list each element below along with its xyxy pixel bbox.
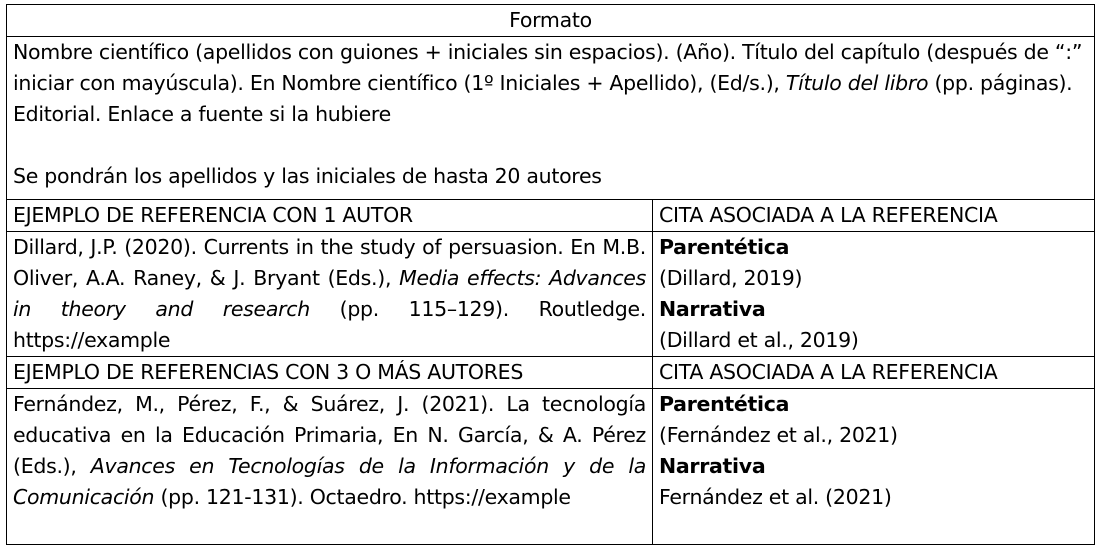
example-book-title: Media effects: Advances in theory and research: [13, 266, 646, 321]
example-text: Fernández, M., Pérez, F., & Suárez, J. (2021). La tecnología educativa en la Educación Primaria, En N. García, & A. Pérez (Eds.),: [13, 392, 646, 478]
header-example-1-author: EJEMPLO DE REFERENCIA CON 1 AUTOR: [7, 200, 653, 232]
example-text: Dillard, J.P. (2020). Currents in the study of persuasion. En M.B. Oliver, A.A. Raney, & J. Bryant (Eds.),: [13, 235, 646, 290]
narrative-label: Narrativa: [659, 454, 766, 478]
authors-note: Se pondrán los apellidos y las iniciales de hasta 20 autores: [13, 164, 602, 188]
example-text-end: (pp. 115–129). Routledge. https://example: [13, 297, 646, 352]
citation-cell-2: [653, 389, 1095, 545]
table-title: Formato: [7, 5, 1095, 37]
header-citation-1: CITA ASOCIADA A LA REFERENCIA: [653, 200, 1095, 232]
narrative-citation: Fernández et al. (2021): [659, 485, 892, 509]
format-description-cell: [7, 37, 1095, 200]
format-description-text: Nombre científico (apellidos con guiones + iniciales sin espacios). (Año). Título del capítulo (después de “:” iniciar con mayúscula). En Nombre científico (1º Iniciales + Apellido), (Ed/s.),: [13, 40, 1083, 95]
header-citation-2: CITA ASOCIADA A LA REFERENCIA: [653, 357, 1095, 389]
header-example-3-authors: EJEMPLO DE REFERENCIAS CON 3 O MÁS AUTORES: [7, 357, 653, 389]
format-book-title: Título del libro: [785, 71, 929, 95]
reference-format-table: [6, 4, 1095, 545]
example-reference-3-authors: [7, 389, 653, 545]
example-reference-1-author: [7, 232, 653, 357]
narrative-label: Narrativa: [659, 297, 766, 321]
parenthetical-citation: (Dillard, 2019): [659, 266, 803, 290]
parenthetical-label: Parentética: [659, 235, 790, 259]
parenthetical-label: Parentética: [659, 392, 790, 416]
example-book-title: Avances en Tecnologías de la Información y de la Comunicación: [13, 454, 646, 509]
example-text-end: (pp. 121-131). Octaedro. https://example: [154, 485, 571, 509]
blank-line: [13, 130, 1088, 161]
narrative-citation: (Dillard et al., 2019): [659, 328, 859, 352]
citation-cell-1: [653, 232, 1095, 357]
format-description-text-end: (pp. páginas). Editorial. Enlace a fuente si la hubiere: [13, 71, 1073, 126]
parenthetical-citation: (Fernández et al., 2021): [659, 423, 898, 447]
